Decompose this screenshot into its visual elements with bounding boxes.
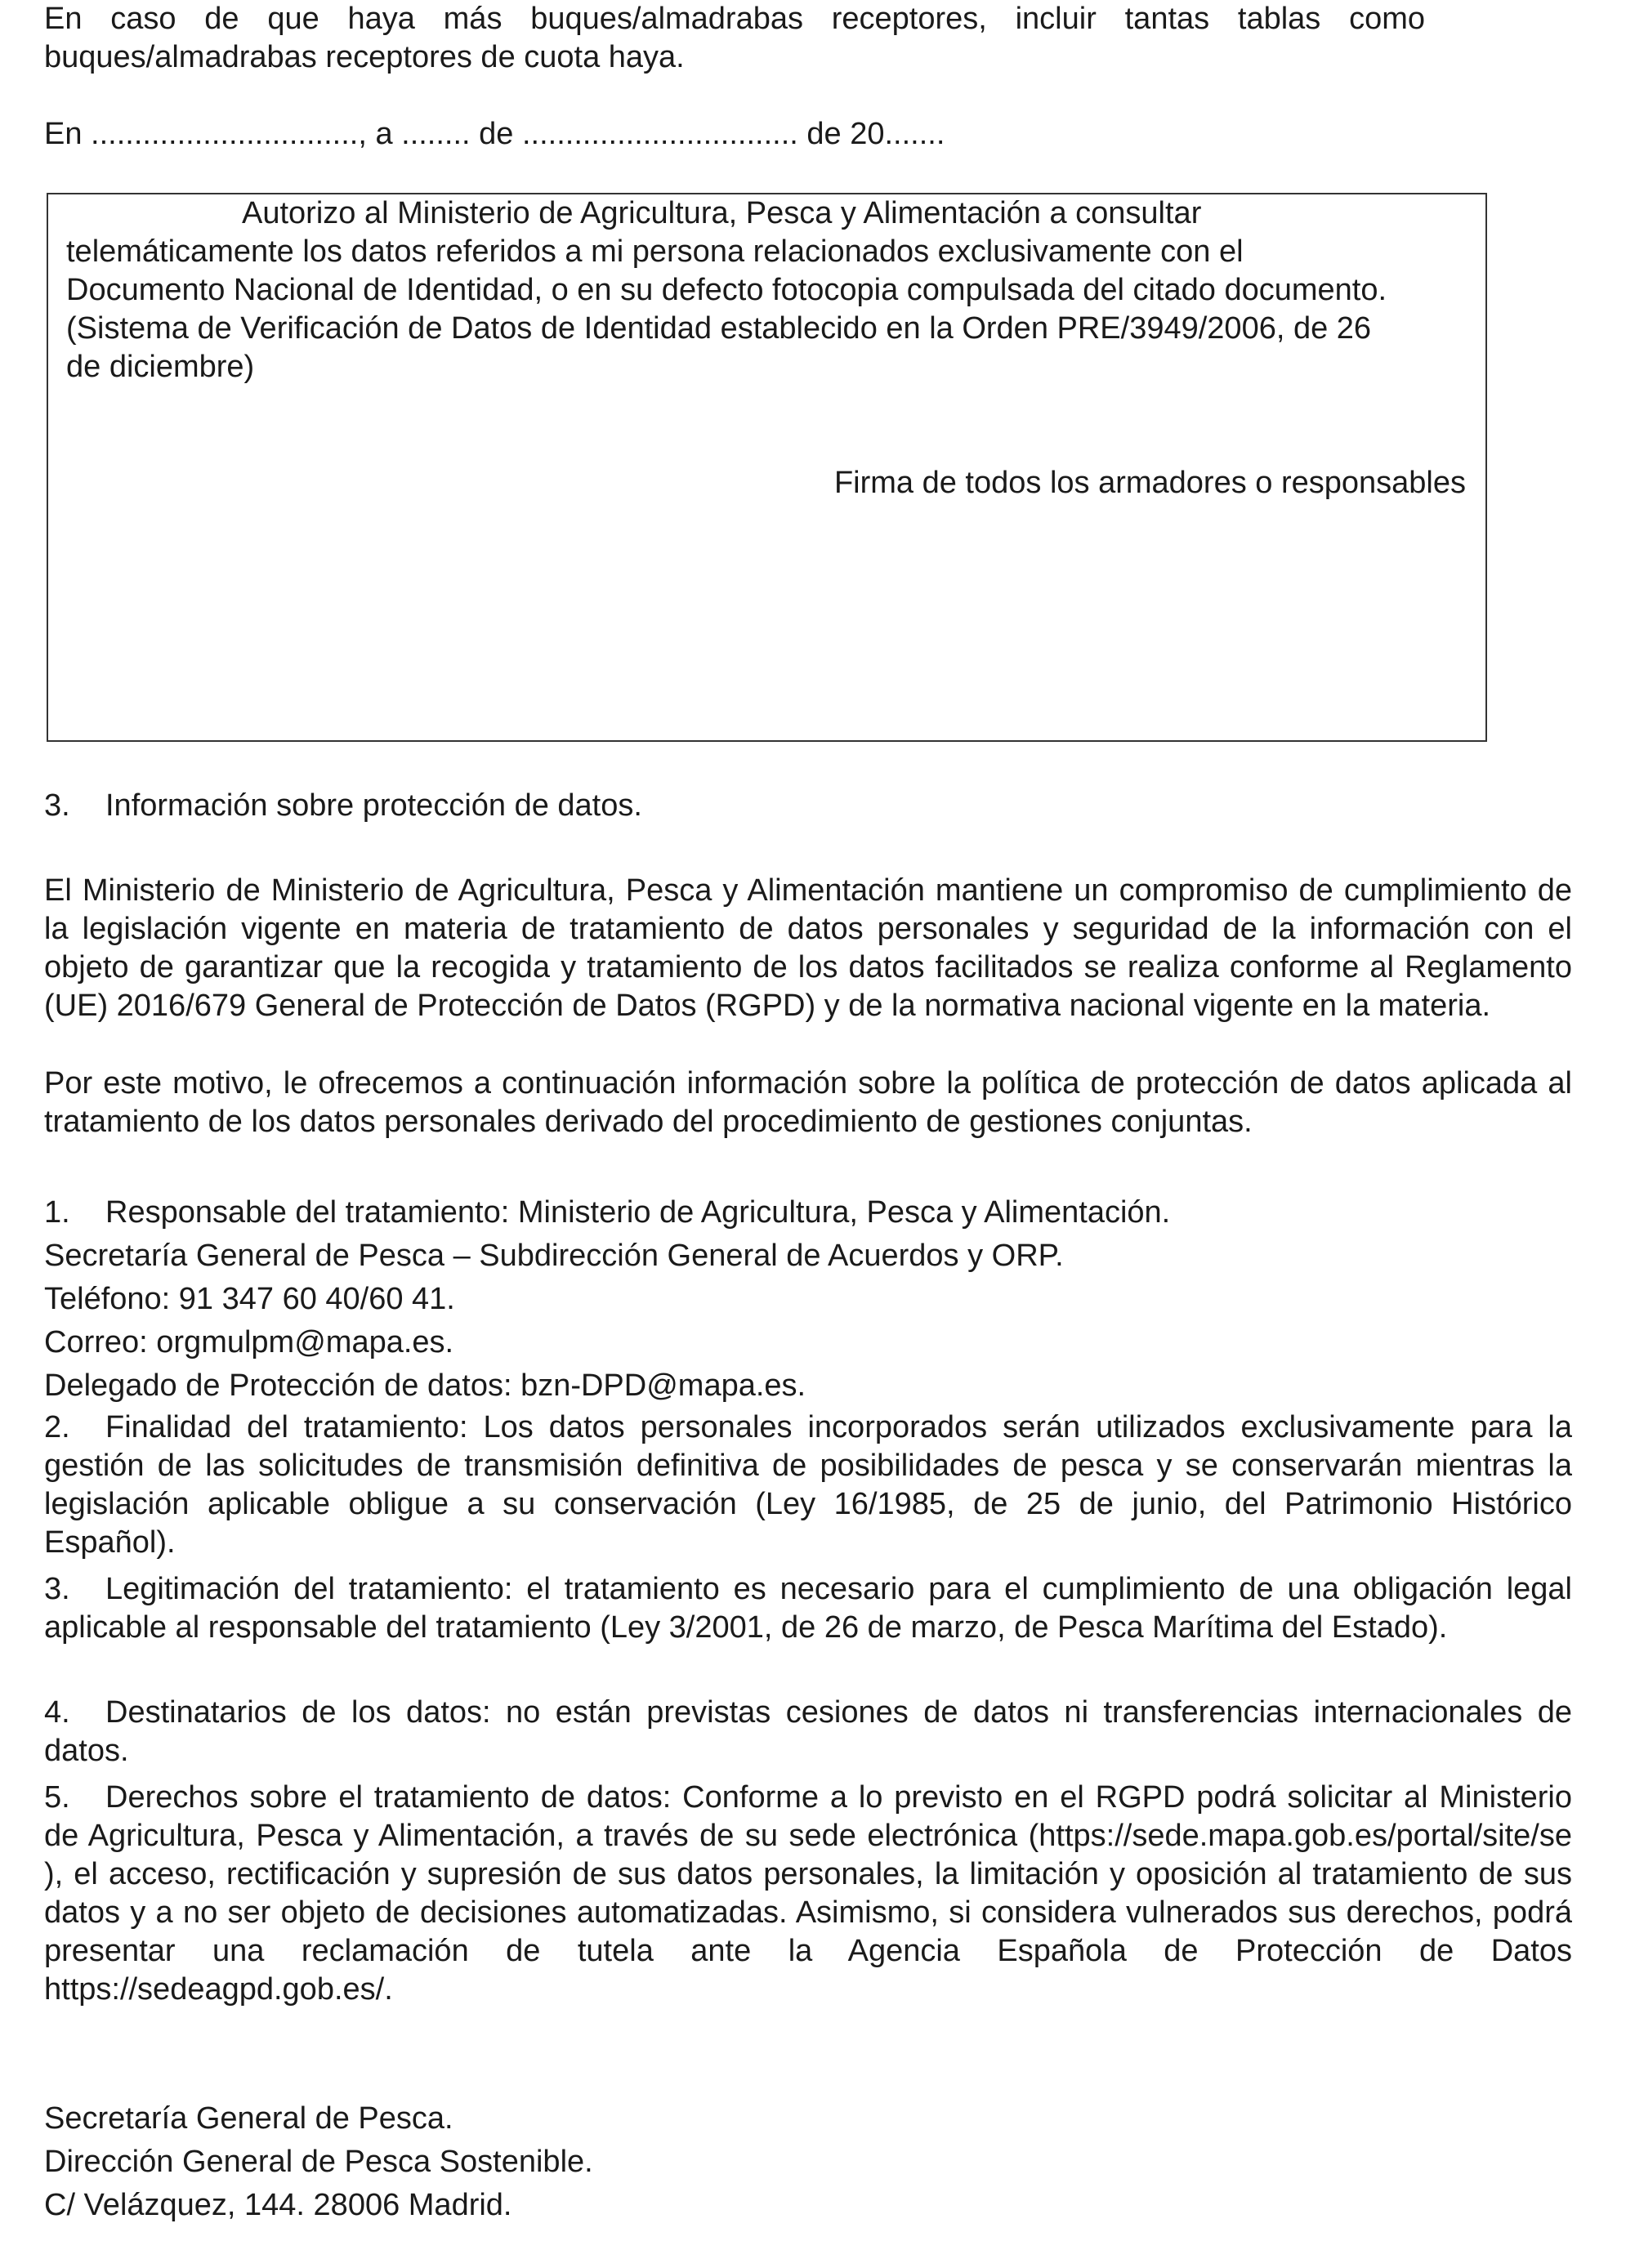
item-1-dpd: Delegado de Protección de datos: bzn-DPD@mapa.es. [44, 1368, 806, 1403]
consent-text-first: Autorizo al Ministerio de Agricultura, Pesca y Alimentación a consultar [242, 196, 1202, 230]
footer-line-2: Dirección General de Pesca Sostenible. [44, 2145, 593, 2179]
section-3-heading [44, 787, 1572, 825]
item-5-text: Derechos sobre el tratamiento de datos: Conforme a lo previsto en el RGPD podrá solicitar al Ministerio de Agricultura, Pesca y Alimentación, a través de su sede electrónica (https://sede.mapa.gob.es/portal/site/se ), el acceso, rectificación y supresión de sus datos personales, la limitación y oposición al tratamiento de sus datos y a no ser objeto de decisiones automatizadas. Asimismo, si considera vulnerados sus derechos, podrá presentar una reclamación de tutela ante la Agencia Española de Protección de Datos https://sedeagpd.gob.es/. [44, 1780, 1572, 2007]
section-title: Información sobre protección de datos. [105, 788, 642, 823]
item-4 [44, 1694, 1572, 1770]
item-1-text: Responsable del tratamiento: Ministerio de Agricultura, Pesca y Alimentación. [105, 1195, 1171, 1230]
section-number: 3. [44, 788, 70, 823]
paragraph-commitment: El Ministerio de Ministerio de Agricultura, Pesca y Alimentación mantiene un compromiso de cumplimiento de la legislación vigente en materia de tratamiento de datos personales y seguridad de la información con el objeto de garantizar que la recogida y tratamiento de los datos facilitados se realiza conforme al Reglamento (UE) 2016/679 General de Protección de Datos (RGPD) y de la normativa nacional vigente en la materia. [44, 873, 1572, 1023]
footer-address [44, 2097, 1572, 2227]
responsible-block [44, 1191, 1572, 1408]
signature-label: Firma de todos los armadores o responsables [833, 466, 1466, 500]
footer-line-1: Secretaría General de Pesca. [44, 2101, 453, 2136]
item-1-number: 1. [44, 1195, 70, 1230]
item-1 [44, 1191, 1572, 1234]
item-1-email: Correo: orgmulpm@mapa.es. [44, 1325, 454, 1359]
item-2-number: 2. [44, 1410, 70, 1444]
item-1-phone: Teléfono: 91 347 60 40/60 41. [44, 1282, 455, 1316]
consent-text [66, 194, 1406, 386]
consent-box [47, 193, 1487, 742]
item-3-number: 3. [44, 1572, 70, 1606]
item-3-text: Legitimación del tratamiento: el tratamiento es necesario para el cumplimiento de una obligación legal aplicable al responsable del tratamiento (Ley 3/2001, de 26 de marzo, de Pesca Marítima del Estado). [44, 1572, 1572, 1645]
multiple-receivers-note: En caso de que haya más buques/almadrabas receptores, incluir tantas tablas como buques/almadrabas receptores de cuota haya. [44, 2, 1425, 74]
consent-text-rest: telemáticamente los datos referidos a mi persona relacionados exclusivamente con el Documento Nacional de Identidad, o en su defecto fotocopia compulsada del citado documento. (Sistema de Verificación de Datos de Identidad establecido en la Orden PRE/3949/2006, de 26 de diciembre) [66, 234, 1387, 384]
item-2-text: Finalidad del tratamiento: Los datos personales incorporados serán utilizados exclusivamente para la gestión de las solicitudes de transmisión definitiva de posibilidades de pesca y se conservarán mientras la legislación aplicable obligue a su conservación (Ley 16/1985, de 25 de junio, del Patrimonio Histórico Español). [44, 1410, 1572, 1560]
item-2 [44, 1409, 1572, 1562]
item-5-number: 5. [44, 1780, 70, 1815]
footer-line-3: C/ Velázquez, 144. 28006 Madrid. [44, 2188, 512, 2222]
item-4-number: 4. [44, 1695, 70, 1730]
item-3 [44, 1570, 1572, 1647]
date-line: En ..............................., a ........ de ................................ de 20....... [44, 117, 945, 151]
paragraph-policy: Por este motivo, le ofrecemos a continuación información sobre la política de protección de datos aplicada al tratamiento de los datos personales derivado del procedimiento de gestiones conjuntas. [44, 1066, 1572, 1139]
item-1-department: Secretaría General de Pesca – Subdirección General de Acuerdos y ORP. [44, 1239, 1064, 1273]
item-5 [44, 1779, 1572, 2009]
item-4-text: Destinatarios de los datos: no están previstas cesiones de datos ni transferencias internacionales de datos. [44, 1695, 1572, 1768]
